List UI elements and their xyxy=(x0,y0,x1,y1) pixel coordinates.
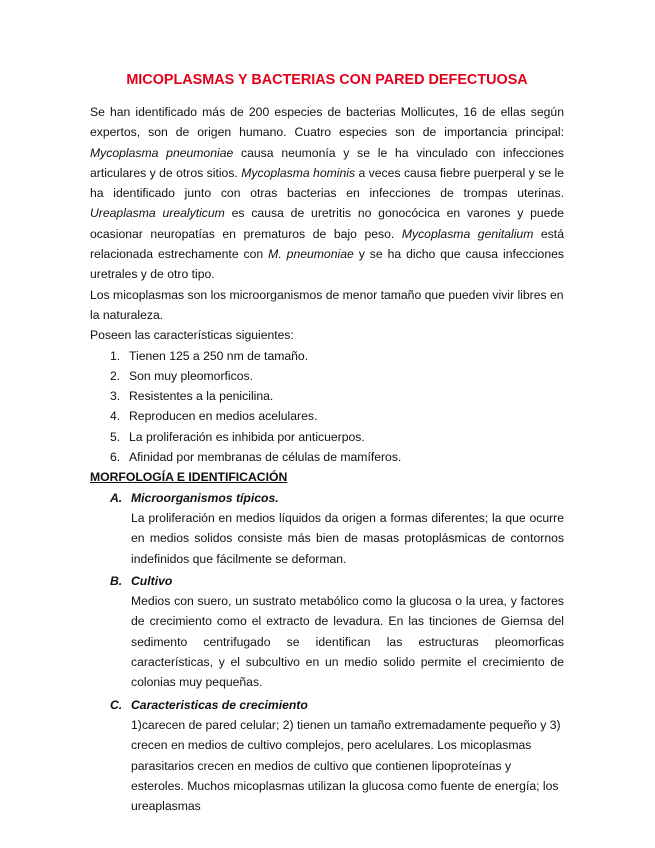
intro-text-5: está relacionada estrechamente con xyxy=(90,226,564,262)
intro-text-4: es causa de uretritis no gonocócica en varones y puede ocasionar neuropatías en prematuros de bajo peso. xyxy=(90,206,564,241)
subsection-letter: C. xyxy=(110,697,123,712)
subsection-body: 1)carecen de pared celular; 2) tienen un tamaño extremadamente pequeño y 3) crecen en medios de cultivo complejos, pero acelulares. Los micoplasmas parasitarios crecen en medios de cultivo que contienen lipoproteínas y esteroles. Muchos micoplasmas utilizan la glucosa como fuente de energía; los ureaplasmas xyxy=(131,717,561,814)
list-item-text: La proliferación es inhibida por anticuerpos. xyxy=(129,429,365,444)
subsection-crecimiento xyxy=(90,695,564,817)
characteristics-list xyxy=(90,346,564,468)
subsection-title-text: Cultivo xyxy=(131,573,173,588)
subsection-title xyxy=(90,695,564,715)
subsection-microorganismos xyxy=(90,488,564,569)
subsection-title xyxy=(90,571,564,591)
subsection-title xyxy=(90,488,564,508)
list-item-text: Afinidad por membranas de células de mamíferos. xyxy=(129,450,402,465)
species-ureaplasma-urealyticum: Ureaplasma urealyticum xyxy=(90,206,225,221)
species-m-pneumoniae: M. pneumoniae xyxy=(268,247,354,262)
list-item xyxy=(110,406,564,426)
list-item-number: 4. xyxy=(110,409,121,424)
subsection-cultivo xyxy=(90,571,564,693)
list-item-number: 1. xyxy=(110,348,121,363)
list-item-number: 5. xyxy=(110,429,121,444)
species-mycoplasma-genitalium: Mycoplasma genitalium xyxy=(401,226,534,241)
list-item-text: Son muy pleomorficos. xyxy=(129,368,253,383)
list-intro: Poseen las características siguientes: xyxy=(90,328,294,343)
list-item-number: 3. xyxy=(110,389,121,404)
intro-text-6: y se ha dicho que causa infecciones uretrales y de otro tipo. xyxy=(90,247,564,282)
section-heading-morfologia: MORFOLOGÍA E IDENTIFICACIÓN xyxy=(90,470,288,485)
intro-text-1: Se han identificado más de 200 especies de bacterias Mollicutes, 16 de ellas según expertos, son de origen humano. Cuatro especies son de importancia principal: xyxy=(90,105,564,140)
subsection-body: La proliferación en medios líquidos da origen a formas diferentes; la que ocurre en medios solidos consiste más bien de masas protoplásmicas de contornos indefinidos que fácilmente se deforman. xyxy=(131,510,564,566)
list-item xyxy=(110,427,564,447)
intro-paragraph xyxy=(90,102,564,285)
subsection-letter: A. xyxy=(110,490,123,505)
list-item xyxy=(110,386,564,406)
subsection-letter: B. xyxy=(110,573,123,588)
subsection-title-text: Microorganismos típicos. xyxy=(131,490,279,505)
list-item xyxy=(110,366,564,386)
species-mycoplasma-pneumoniae: Mycoplasma pneumoniae xyxy=(90,145,234,160)
list-item-text: Resistentes a la penicilina. xyxy=(129,389,274,404)
list-item-number: 6. xyxy=(110,450,121,465)
subsection-title-text: Caracteristicas de crecimiento xyxy=(131,697,308,712)
list-item-number: 2. xyxy=(110,368,121,383)
intro-text-3: a veces causa fiebre puerperal y se le ha identificado junto con otras bacterias en infecciones de trompas uterinas. xyxy=(90,165,564,201)
species-mycoplasma-hominis: Mycoplasma hominis xyxy=(241,165,356,180)
document-page xyxy=(90,70,564,816)
document-title: MICOPLASMAS Y BACTERIAS CON PARED DEFECTUOSA xyxy=(126,72,528,88)
size-paragraph: Los micoplasmas son los microorganismos de menor tamaño que pueden vivir libres en la naturaleza. xyxy=(90,287,564,322)
list-item xyxy=(110,447,564,467)
list-item-text: Tienen 125 a 250 nm de tamaño. xyxy=(129,348,309,363)
subsection-body: Medios con suero, un sustrato metabólico como la glucosa o la urea, y factores de crecimiento como el extracto de levadura. En las tinciones de Giemsa del sedimento centrifugado se identifican las estructuras pleomorficas características, y el subcultivo en un medio solido permite el crecimiento de colonias muy pequeñas. xyxy=(131,594,564,690)
list-item xyxy=(110,346,564,366)
intro-text-2: causa neumonía y se le ha vinculado con infecciones articulares y de otros sitios. xyxy=(90,145,564,180)
list-item-text: Reproducen en medios acelulares. xyxy=(129,409,318,424)
